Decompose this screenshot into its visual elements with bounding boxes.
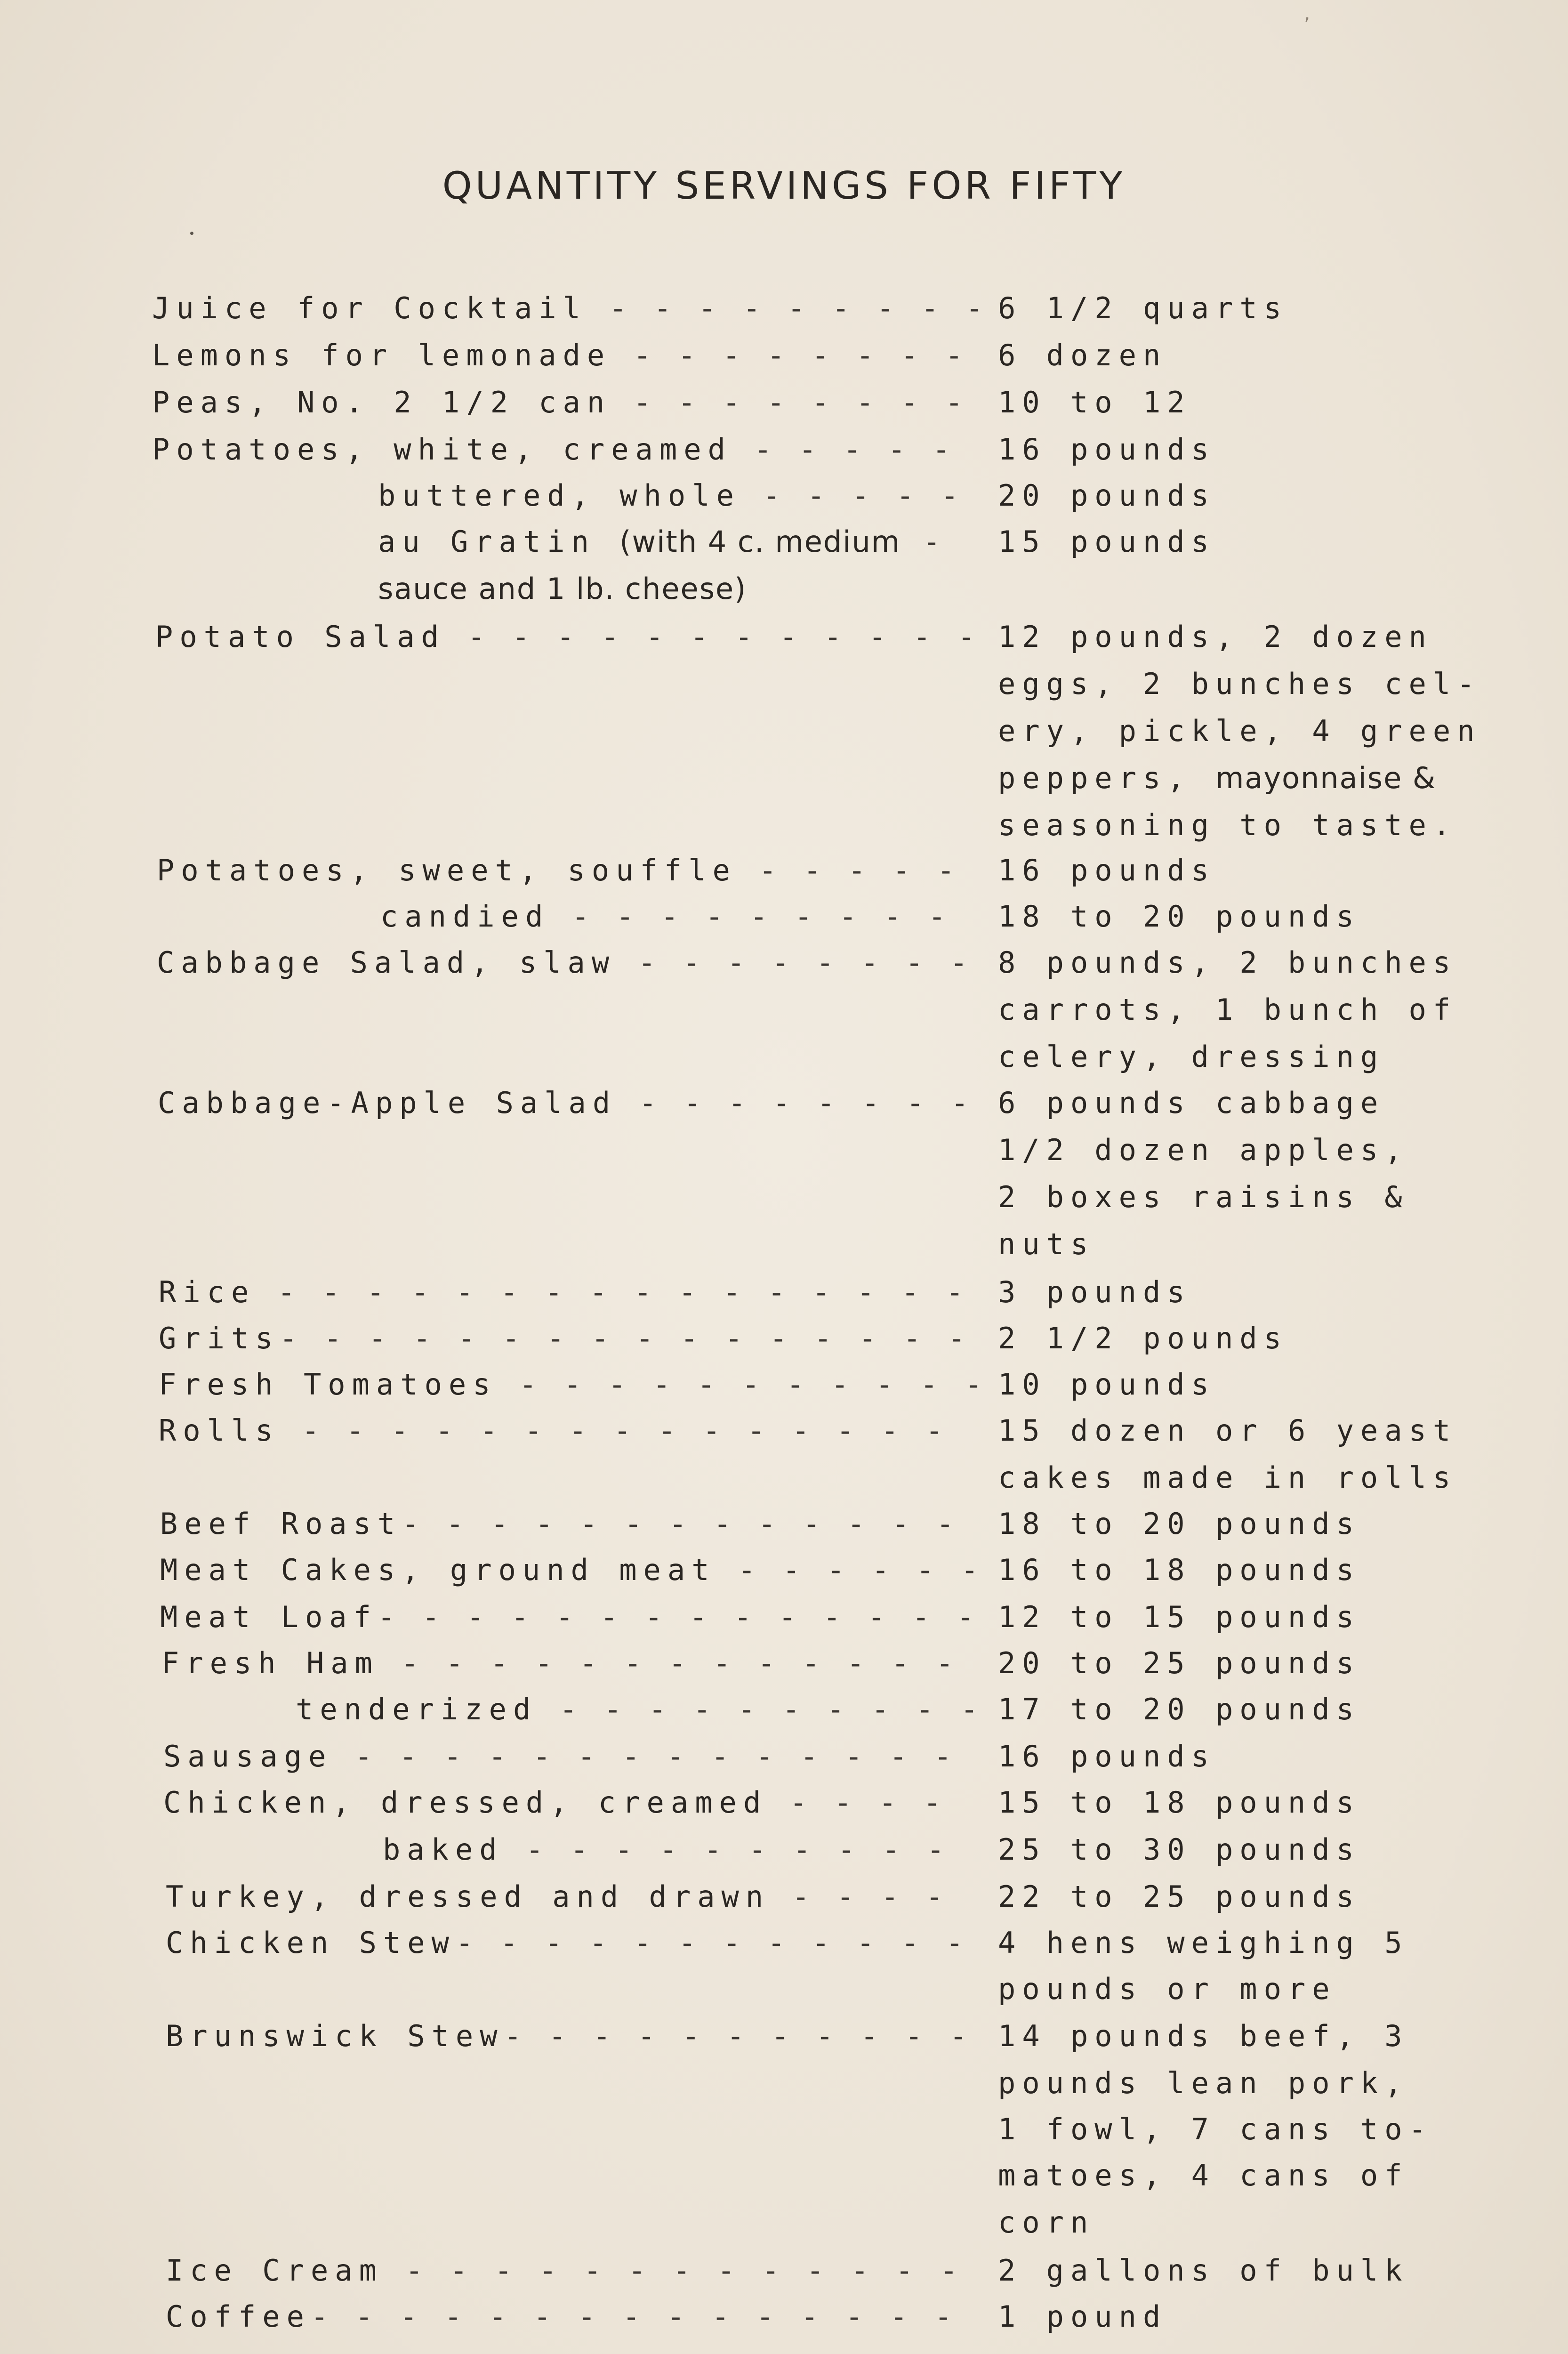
item-quantity: 12 pounds, 2 dozen — [998, 620, 1433, 654]
list-item — [0, 2253, 1568, 2300]
list-item — [0, 667, 1568, 714]
item-quantity-continuation: ery, pickle, 4 green — [998, 714, 1481, 748]
leader-dashes: - - - - - - - - - - - - - - — [332, 1739, 957, 1774]
leader-dashes: - - - - - - - - - - - - - — [402, 1507, 959, 1541]
leader-dashes: - - - - - - - - - - - - - - - — [279, 1413, 948, 1448]
list-item — [0, 2019, 1568, 2066]
leader-dashes: - - - - - - - - - — [587, 291, 988, 325]
leader-dashes: - - - - - — [740, 478, 964, 513]
list-item — [0, 385, 1568, 432]
list-item — [0, 1460, 1568, 1508]
leader-dashes: - - - - - - — [716, 1553, 983, 1587]
item-quantity: 15 to 18 pounds — [998, 1785, 1360, 1820]
item-label: Juice for Cocktail — [152, 291, 587, 325]
item-quantity: 18 to 20 pounds — [998, 899, 1360, 934]
item-quantity-note: mayonnaise & — [1215, 761, 1437, 795]
list-item — [0, 478, 1568, 525]
list-item — [0, 899, 1568, 946]
item-quantity-continuation: nuts — [998, 1227, 1095, 1261]
list-item — [0, 620, 1568, 667]
item-label-note: (with 4 c. medium — [619, 524, 901, 559]
list-item — [0, 1692, 1568, 1739]
item-quantity-continuation: carrots, 1 bunch of — [998, 992, 1457, 1027]
list-item — [0, 992, 1568, 1040]
page-title: QUANTITY SERVINGS FOR FIFTY — [442, 164, 1126, 208]
item-quantity: 3 pounds — [998, 1275, 1191, 1309]
leader-dashes: - - - - - - - - - - - - - - — [377, 1600, 979, 1634]
leader-dashes: - - - - - - - - - - - - — [445, 620, 980, 654]
list-item — [0, 1086, 1568, 1133]
item-quantity: 10 pounds — [998, 1367, 1215, 1402]
item-quantity-continuation: 1 fowl, 7 cans to- — [998, 2112, 1433, 2146]
leader-dashes: - - - - - - - - - - - - - - - - — [279, 1321, 970, 1355]
item-label: Grits — [159, 1321, 280, 1355]
list-item — [0, 853, 1568, 900]
item-quantity: 25 to 30 pounds — [998, 1832, 1360, 1867]
list-item — [0, 1879, 1568, 1927]
item-label: Brunswick Stew — [166, 2019, 504, 2053]
item-quantity-continuation: pounds or more — [998, 1972, 1336, 2006]
item-label: Potatoes, white, creamed — [152, 432, 732, 467]
item-label: Chicken Stew — [166, 1926, 456, 1960]
item-label: Lemons for lemonade — [152, 338, 611, 372]
corner-speck-mark: ʼ — [1304, 14, 1310, 36]
list-item — [0, 1275, 1568, 1322]
leader-dashes: - - - - - - - - — [611, 385, 968, 419]
leader-dashes: - - - - - - - - — [616, 945, 973, 980]
list-item — [0, 291, 1568, 338]
item-quantity: 15 dozen or 6 yeast — [998, 1413, 1457, 1448]
list-item — [0, 1507, 1568, 1554]
item-quantity: 15 pounds — [998, 524, 1215, 559]
list-item — [0, 1227, 1568, 1274]
list-item — [0, 1926, 1568, 1973]
leader-dashes: - - - - - - - - - - - - - - - - — [255, 1275, 968, 1309]
list-item — [0, 338, 1568, 385]
leader-dashes: - - - - - - - - - - - - - — [378, 1646, 958, 1680]
item-label: Turkey, dressed and drawn — [166, 1879, 770, 1914]
item-quantity-continuation: corn — [998, 2205, 1095, 2240]
item-label: Meat Loaf — [160, 1600, 378, 1634]
list-item — [0, 2112, 1568, 2159]
item-label: Fresh Tomatoes — [159, 1367, 497, 1402]
item-label: baked — [383, 1832, 504, 1867]
item-quantity: 6 1/2 quarts — [998, 291, 1288, 325]
item-quantity-continuation: peppers, — [998, 761, 1191, 795]
item-quantity: 20 pounds — [998, 478, 1215, 513]
item-quantity-continuation: cakes made in rolls — [998, 1460, 1457, 1495]
list-item — [0, 1321, 1568, 1368]
list-item — [0, 432, 1568, 479]
item-label: Ice Cream — [166, 2253, 383, 2288]
item-label: Rice — [159, 1275, 256, 1309]
item-quantity: 2 1/2 pounds — [998, 1321, 1288, 1355]
leader-dashes: - - - - — [767, 1785, 946, 1820]
list-item — [0, 2066, 1568, 2113]
leader-dashes: - — [901, 524, 945, 559]
list-item — [0, 572, 1568, 619]
item-label: au Gratin — [378, 524, 595, 559]
item-quantity: 6 pounds cabbage — [998, 1086, 1385, 1120]
item-label: Coffee — [166, 2299, 311, 2334]
item-quantity: 6 dozen — [998, 338, 1167, 372]
item-quantity: 16 pounds — [998, 853, 1215, 887]
item-quantity: 16 to 18 pounds — [998, 1553, 1360, 1587]
item-label: Fresh Ham — [161, 1646, 379, 1680]
item-quantity: 14 pounds beef, 3 — [998, 2019, 1409, 2053]
list-item — [0, 1785, 1568, 1832]
item-label: Rolls — [159, 1413, 280, 1448]
item-quantity-continuation: 2 boxes raisins & — [998, 1180, 1409, 1214]
leader-dashes: - - - - - - - - — [617, 1086, 973, 1120]
item-quantity-continuation: pounds lean pork, — [998, 2066, 1409, 2100]
list-item — [0, 524, 1568, 572]
item-quantity: 10 to 12 — [998, 385, 1191, 419]
leader-dashes: - - - - - - - - - — [549, 899, 951, 934]
leader-dashes: - - - - — [770, 1879, 948, 1914]
leader-dashes: - - - - - — [736, 853, 960, 887]
item-label: Beef Roast — [160, 1507, 402, 1541]
item-quantity: 8 pounds, 2 bunches — [998, 945, 1457, 980]
list-item — [0, 1180, 1568, 1227]
item-label-continuation: sauce and 1 lb. cheese) — [378, 572, 747, 606]
list-item — [0, 1367, 1568, 1414]
list-item — [0, 1739, 1568, 1786]
item-label: Peas, No. 2 1/2 can — [152, 385, 611, 419]
item-label: Sausage — [163, 1739, 333, 1774]
item-quantity: 4 hens weighing 5 — [998, 1926, 1409, 1960]
item-quantity: 18 to 20 pounds — [998, 1507, 1360, 1541]
item-quantity: 20 to 25 pounds — [998, 1646, 1360, 1680]
list-item — [0, 1832, 1568, 1879]
item-label: Cabbage-Apple Salad — [158, 1086, 617, 1120]
list-item — [0, 1133, 1568, 1180]
item-quantity: 17 to 20 pounds — [998, 1692, 1360, 1726]
item-quantity-continuation: eggs, 2 bunches cel- — [998, 667, 1481, 701]
leader-dashes: - - - - - - - - - - - - - - - — [310, 2299, 957, 2334]
list-item — [0, 2299, 1568, 2346]
list-item — [0, 1413, 1568, 1460]
leader-dashes: - - - - - - - - — [611, 338, 968, 372]
leader-dashes: - - - - - - - - - - — [503, 1832, 949, 1867]
item-quantity: 12 to 15 pounds — [998, 1600, 1360, 1634]
leader-dashes: - - - - - — [732, 432, 955, 467]
item-quantity: 16 pounds — [998, 432, 1215, 467]
list-item — [0, 2158, 1568, 2205]
leader-dashes: - - - - - - - - - - - - - — [383, 2253, 963, 2288]
leader-dashes: - - - - - - - - - - - — [504, 2019, 972, 2053]
list-item — [0, 945, 1568, 992]
item-label: Potato Salad — [155, 620, 445, 654]
list-item — [0, 1646, 1568, 1693]
list-item — [0, 1972, 1568, 2019]
list-item — [0, 761, 1568, 808]
list-item — [0, 2205, 1568, 2252]
item-quantity-continuation: matoes, 4 cans of — [998, 2158, 1409, 2193]
item-label: Potatoes, sweet, souffle — [157, 853, 737, 887]
leader-dashes: - - - - - - - - - - - — [497, 1367, 987, 1402]
item-quantity: 22 to 25 pounds — [998, 1879, 1360, 1914]
item-label: Meat Cakes, ground meat — [160, 1553, 716, 1587]
list-item — [0, 1040, 1568, 1087]
list-item — [0, 714, 1568, 761]
item-quantity: 2 gallons of bulk — [998, 2253, 1409, 2288]
item-quantity-continuation: celery, dressing — [998, 1040, 1385, 1074]
list-item — [0, 1600, 1568, 1647]
item-quantity: 16 pounds — [998, 1739, 1215, 1774]
list-item — [0, 1553, 1568, 1600]
item-label: tenderized — [296, 1692, 538, 1726]
list-item — [0, 808, 1568, 855]
item-quantity: 1 pound — [998, 2299, 1167, 2334]
item-label: buttered, whole — [378, 478, 740, 513]
leader-dashes: - - - - - - - - - - - - — [455, 1926, 968, 1960]
leader-dashes: - - - - - - - - - - — [537, 1692, 983, 1726]
item-quantity-continuation: seasoning to taste. — [998, 808, 1457, 842]
item-label: Chicken, dressed, creamed — [163, 1785, 768, 1820]
item-label: candied — [380, 899, 550, 934]
item-quantity-continuation: 1/2 dozen apples, — [998, 1133, 1409, 1167]
item-label: Cabbage Salad, slaw — [157, 945, 616, 980]
